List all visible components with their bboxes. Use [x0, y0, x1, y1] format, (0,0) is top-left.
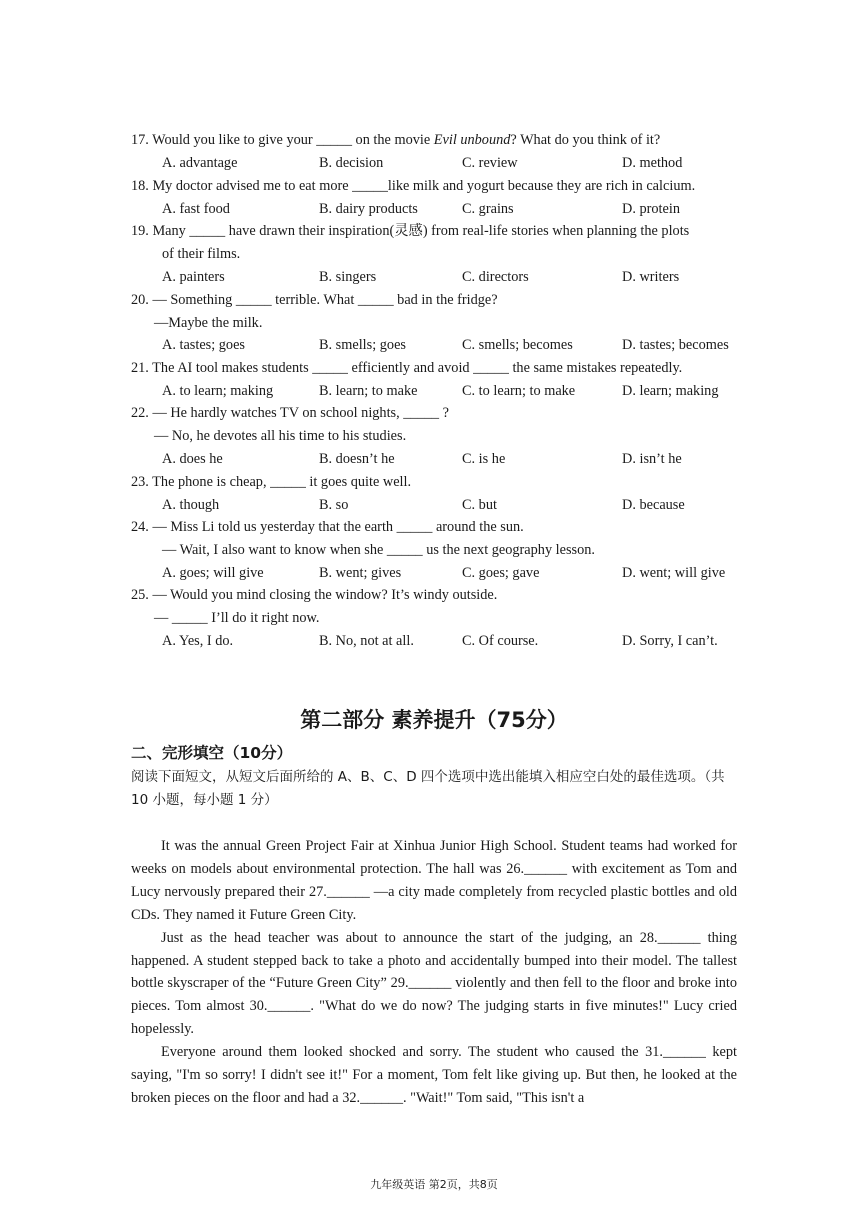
- option-c: C. to learn; to make: [462, 383, 576, 399]
- question-20-options: [162, 335, 762, 355]
- option-d: D. went; will give: [622, 565, 726, 581]
- cloze-passage: [131, 835, 737, 1110]
- question-22-reply: — No, he devotes all his time to his studies.: [154, 428, 407, 444]
- cloze-instruction: 阅读下面短文，从短文后面所给的 A、B、C、D 四个选项中选出能填入相应空白处的最佳选项。（共 10 小题，每小题 1 分）: [131, 769, 725, 808]
- cloze-subtitle: 二、完形填空（10分）: [131, 744, 293, 762]
- option-c: C. directors: [462, 269, 529, 285]
- section-title: 第二部分 素养提升（75分）: [300, 708, 568, 732]
- question-25-reply: — _____ I’ll do it right now.: [154, 610, 320, 626]
- option-b: B. doesn’t he: [319, 451, 395, 467]
- question-18-stem: 18. My doctor advised me to eat more _____like milk and yogurt because they are rich in calcium.: [131, 178, 696, 194]
- question-18-options: [162, 199, 762, 219]
- question-19-stem-continued: of their films.: [162, 246, 241, 262]
- option-a: A. fast food: [162, 201, 230, 217]
- question-19-options: [162, 267, 762, 287]
- option-a: A. does he: [162, 451, 223, 467]
- option-a: A. to learn; making: [162, 383, 274, 399]
- option-b: B. went; gives: [319, 565, 402, 581]
- option-d: D. learn; making: [622, 383, 719, 399]
- option-b: B. singers: [319, 269, 377, 285]
- option-c: C. review: [462, 155, 518, 171]
- option-d: D. writers: [622, 269, 680, 285]
- passage-paragraph-1: It was the annual Green Project Fair at Xinhua Junior High School. Student teams had worked for weeks on models about environmental protection. The hall was 26.______ with excitement as Tom and Lucy nervously prepared their 27.______ —a city made completely from recycled plastic bottles and old CDs. They named it Future Green City.: [131, 838, 737, 923]
- question-25-options: [162, 631, 762, 651]
- option-a: A. painters: [162, 269, 225, 285]
- question-21-stem: 21. The AI tool makes students _____ efficiently and avoid _____ the same mistakes repeatedly.: [131, 360, 683, 376]
- question-25-stem: 25. — Would you mind closing the window? It’s windy outside.: [131, 587, 498, 603]
- option-c: C. grains: [462, 201, 514, 217]
- question-24-options: [162, 563, 762, 583]
- passage-paragraph-3: Everyone around them looked shocked and sorry. The student who caused the 31.______ kept saying, "I'm so sorry! I didn't see it!" For a moment, Tom felt like giving up. But then, he looked at the broken pieces on the floor and had a 32.______. "Wait!" Tom said, "This isn't a: [131, 1044, 737, 1106]
- option-c: C. smells; becomes: [462, 337, 573, 353]
- question-24-stem: 24. — Miss Li told us yesterday that the earth _____ around the sun.: [131, 519, 524, 535]
- page-footer: 九年级英语 第2页，共8页: [370, 1178, 498, 1191]
- question-20-reply: —Maybe the milk.: [154, 315, 263, 331]
- option-c: C. goes; gave: [462, 565, 540, 581]
- question-23-stem: 23. The phone is cheap, _____ it goes quite well.: [131, 474, 412, 490]
- question-22-options: [162, 449, 762, 469]
- option-b: B. learn; to make: [319, 383, 418, 399]
- question-17-options: [162, 153, 762, 173]
- question-17-stem: 17. Would you like to give your _____ on the movie Evil unbound? What do you think of it?: [131, 132, 661, 148]
- question-22-stem: 22. — He hardly watches TV on school nights, _____ ?: [131, 405, 449, 421]
- option-c: C. Of course.: [462, 633, 539, 649]
- option-d: D. protein: [622, 201, 680, 217]
- option-b: B. No, not at all.: [319, 633, 414, 649]
- option-d: D. method: [622, 155, 683, 171]
- option-c: C. is he: [462, 451, 506, 467]
- question-23-options: [162, 495, 762, 515]
- question-19-stem: 19. Many _____ have drawn their inspiration(灵感) from real-life stories when planning the plots: [131, 223, 690, 239]
- question-24-reply: — Wait, I also want to know when she _____ us the next geography lesson.: [162, 542, 595, 558]
- option-a: A. goes; will give: [162, 565, 264, 581]
- option-d: D. because: [622, 497, 685, 513]
- option-a: A. Yes, I do.: [162, 633, 234, 649]
- option-d: D. Sorry, I can’t.: [622, 633, 718, 649]
- option-b: B. so: [319, 497, 349, 513]
- question-21-options: [162, 381, 762, 401]
- option-b: B. dairy products: [319, 201, 418, 217]
- option-d: D. tastes; becomes: [622, 337, 729, 353]
- option-d: D. isn’t he: [622, 451, 682, 467]
- option-a: A. advantage: [162, 155, 238, 171]
- option-a: A. though: [162, 497, 220, 513]
- option-a: A. tastes; goes: [162, 337, 245, 353]
- option-b: B. decision: [319, 155, 384, 171]
- question-20-stem: 20. — Something _____ terrible. What _____ bad in the fridge?: [131, 292, 498, 308]
- passage-paragraph-2: Just as the head teacher was about to announce the start of the judging, an 28.______ thing happened. A student stepped back to take a photo and accidentally bumped into their model. The tallest bottle skyscraper of the “Future Green City” 29.______ violently and then fell to the floor and broke into pieces. Tom almost 30.______. "What do we do now? The judging starts in five minutes!" Lucy cried hopelessly.: [131, 929, 737, 1038]
- option-b: B. smells; goes: [319, 337, 406, 353]
- option-c: C. but: [462, 497, 497, 513]
